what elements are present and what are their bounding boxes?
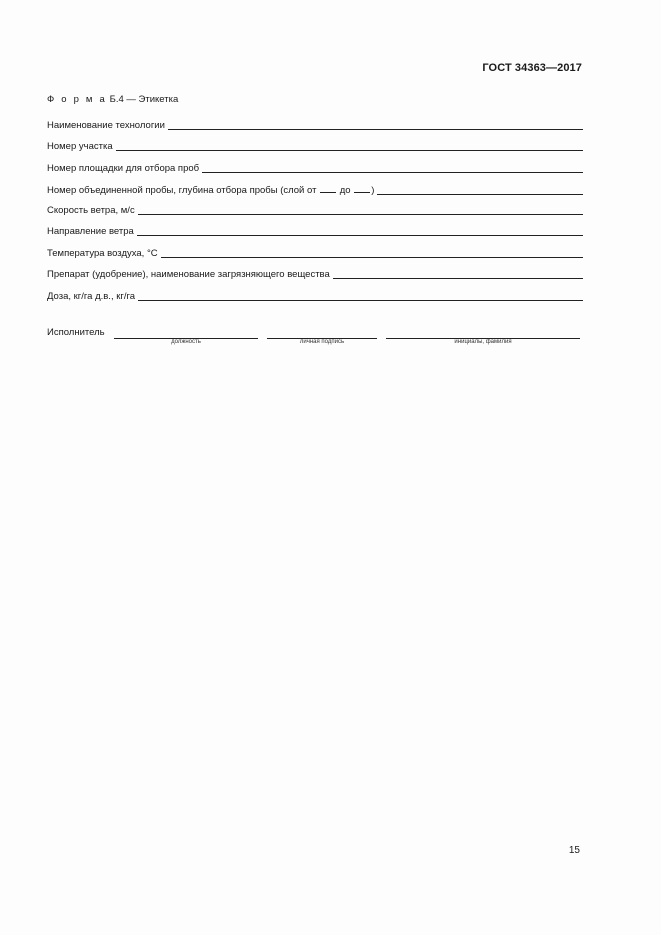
fill-in-line[interactable] [138,214,583,215]
field-label-combined-sample [47,184,377,196]
form-title-prefix: Ф о р м а [47,94,107,105]
field-label: Наименование технологии [47,120,165,131]
field-plot-number[interactable] [47,141,583,152]
position-caption: должность [171,339,201,345]
page-number: 15 [568,845,580,856]
signature-block [47,327,583,351]
field-sampling-site-number[interactable] [47,163,583,174]
field-label: Скорость ветра, м/с [47,205,135,216]
field-combined-sample[interactable] [47,184,583,196]
depth-to-blank[interactable] [354,184,370,193]
field-dose[interactable] [47,291,583,302]
field-air-temperature[interactable] [47,248,583,259]
fill-in-line[interactable] [137,235,583,236]
field-wind-speed[interactable] [47,205,583,216]
fill-in-line[interactable] [202,172,583,173]
field-preparation[interactable] [47,269,583,280]
fill-in-line[interactable] [168,129,583,130]
form-title-rest: Б.4 — Этикетка [106,94,179,105]
signature-label: Исполнитель [47,327,105,338]
field-label: Препарат (удобрение), наименование загрязняющего вещества [47,269,330,280]
personal-signature-caption: личная подпись [299,339,345,345]
fill-in-line[interactable] [161,257,583,258]
field-label-part: до [339,185,351,196]
document-code: ГОСТ 34363—2017 [482,62,582,74]
depth-from-blank[interactable] [320,184,336,193]
field-label: Доза, кг/га д.в., кг/га [47,291,136,302]
field-wind-direction[interactable] [47,226,583,237]
field-label-part: Номер объединенной пробы, глубина отбора пробы (слой от [47,185,317,196]
fill-in-line[interactable] [377,194,583,195]
form-title [47,94,178,105]
field-label: Номер участка [47,141,113,152]
field-technology-name[interactable] [47,120,583,131]
field-label: Номер площадки для отбора проб [47,163,200,174]
field-label-part: ) [371,185,375,196]
field-label: Температура воздуха, °С [47,248,158,259]
field-label: Направление ветра [47,226,134,237]
fill-in-line[interactable] [138,300,583,301]
fill-in-line[interactable] [333,278,583,279]
fill-in-line[interactable] [116,150,583,151]
initials-surname-caption: инициалы, фамилия [454,339,512,345]
